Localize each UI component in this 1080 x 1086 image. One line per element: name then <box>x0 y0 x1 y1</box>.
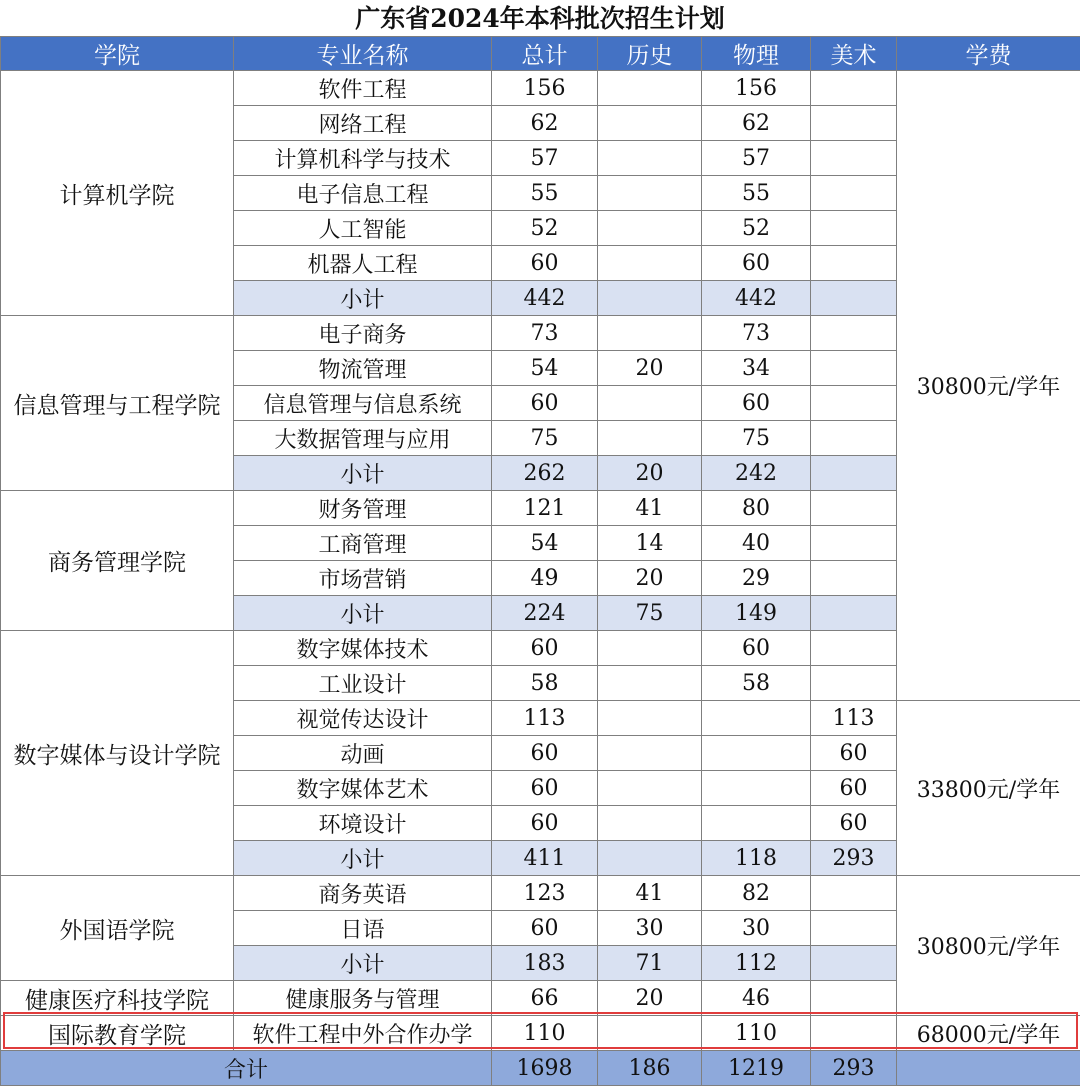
cell-major: 电子信息工程 <box>234 176 492 211</box>
cell-physics: 82 <box>702 876 811 911</box>
cell-physics: 73 <box>702 316 811 351</box>
cell-art <box>811 876 897 911</box>
cell-major: 信息管理与信息系统 <box>234 386 492 421</box>
cell-major: 大数据管理与应用 <box>234 421 492 456</box>
cell-history <box>598 631 702 666</box>
cell-history <box>598 141 702 176</box>
college-name: 国际教育学院 <box>1 1016 234 1051</box>
cell-history <box>598 771 702 806</box>
grand-total-physics: 1219 <box>702 1051 811 1086</box>
cell-history <box>598 806 702 841</box>
page-title: 广东省2024年本科批次招生计划 <box>0 0 1080 36</box>
cell-major: 物流管理 <box>234 351 492 386</box>
cell-history: 14 <box>598 526 702 561</box>
cell-history <box>598 841 702 876</box>
cell-history: 20 <box>598 981 702 1016</box>
cell-major: 电子商务 <box>234 316 492 351</box>
cell-physics: 110 <box>702 1016 811 1051</box>
cell-total: 60 <box>492 631 598 666</box>
cell-major: 小计 <box>234 281 492 316</box>
tuition-fee: 30800元/学年 <box>897 876 1080 1016</box>
cell-total: 73 <box>492 316 598 351</box>
cell-major: 日语 <box>234 911 492 946</box>
tuition-fee: 68000元/学年 <box>897 1016 1080 1051</box>
cell-history <box>598 246 702 281</box>
cell-major: 人工智能 <box>234 211 492 246</box>
cell-physics: 46 <box>702 981 811 1016</box>
table-row <box>1 876 1080 911</box>
cell-total: 75 <box>492 421 598 456</box>
cell-history <box>598 701 702 736</box>
cell-history <box>598 176 702 211</box>
enrollment-table <box>0 36 1080 1086</box>
cell-total: 54 <box>492 351 598 386</box>
cell-major: 网络工程 <box>234 106 492 141</box>
grand-total-row <box>1 1051 1080 1086</box>
cell-total: 60 <box>492 386 598 421</box>
cell-history: 41 <box>598 876 702 911</box>
cell-art <box>811 911 897 946</box>
grand-total-label: 合计 <box>1 1051 492 1086</box>
cell-total: 60 <box>492 806 598 841</box>
header-history: 历史 <box>598 37 702 71</box>
cell-history <box>598 281 702 316</box>
cell-history <box>598 106 702 141</box>
cell-art <box>811 491 897 526</box>
cell-total: 66 <box>492 981 598 1016</box>
cell-total: 123 <box>492 876 598 911</box>
cell-physics: 55 <box>702 176 811 211</box>
college-name: 健康医疗科技学院 <box>1 981 234 1016</box>
cell-physics <box>702 806 811 841</box>
cell-major: 小计 <box>234 841 492 876</box>
cell-major: 数字媒体技术 <box>234 631 492 666</box>
cell-art <box>811 106 897 141</box>
cell-art <box>811 246 897 281</box>
cell-total: 113 <box>492 701 598 736</box>
cell-total: 110 <box>492 1016 598 1051</box>
cell-history: 71 <box>598 946 702 981</box>
cell-total: 57 <box>492 141 598 176</box>
cell-art <box>811 316 897 351</box>
grand-total-fee <box>897 1051 1080 1086</box>
cell-physics: 40 <box>702 526 811 561</box>
cell-physics: 118 <box>702 841 811 876</box>
cell-art <box>811 456 897 491</box>
cell-art <box>811 631 897 666</box>
cell-history: 20 <box>598 561 702 596</box>
cell-physics <box>702 701 811 736</box>
cell-total: 121 <box>492 491 598 526</box>
grand-total-total: 1698 <box>492 1051 598 1086</box>
cell-major: 财务管理 <box>234 491 492 526</box>
cell-physics: 75 <box>702 421 811 456</box>
cell-total: 411 <box>492 841 598 876</box>
cell-physics: 156 <box>702 71 811 106</box>
cell-art <box>811 421 897 456</box>
cell-physics: 242 <box>702 456 811 491</box>
header-physics: 物理 <box>702 37 811 71</box>
cell-major: 计算机科学与技术 <box>234 141 492 176</box>
cell-major: 工业设计 <box>234 666 492 701</box>
cell-total: 55 <box>492 176 598 211</box>
cell-art: 60 <box>811 771 897 806</box>
cell-art <box>811 666 897 701</box>
cell-art: 113 <box>811 701 897 736</box>
cell-art <box>811 1016 897 1051</box>
cell-physics <box>702 736 811 771</box>
cell-history <box>598 1016 702 1051</box>
cell-physics: 62 <box>702 106 811 141</box>
cell-total: 60 <box>492 911 598 946</box>
header-art: 美术 <box>811 37 897 71</box>
cell-physics: 57 <box>702 141 811 176</box>
cell-major: 商务英语 <box>234 876 492 911</box>
cell-major: 小计 <box>234 946 492 981</box>
cell-art <box>811 211 897 246</box>
cell-art: 293 <box>811 841 897 876</box>
cell-major: 健康服务与管理 <box>234 981 492 1016</box>
cell-physics: 60 <box>702 386 811 421</box>
cell-total: 54 <box>492 526 598 561</box>
cell-art <box>811 526 897 561</box>
cell-total: 49 <box>492 561 598 596</box>
cell-major: 市场营销 <box>234 561 492 596</box>
cell-total: 62 <box>492 106 598 141</box>
grand-total-art: 293 <box>811 1051 897 1086</box>
cell-major: 工商管理 <box>234 526 492 561</box>
cell-history <box>598 421 702 456</box>
cell-physics: 112 <box>702 946 811 981</box>
header-college: 学院 <box>1 37 234 71</box>
cell-art: 60 <box>811 736 897 771</box>
cell-history: 20 <box>598 351 702 386</box>
cell-art <box>811 386 897 421</box>
cell-history <box>598 666 702 701</box>
cell-total: 58 <box>492 666 598 701</box>
cell-art <box>811 981 897 1016</box>
college-name: 信息管理与工程学院 <box>1 316 234 491</box>
college-name: 外国语学院 <box>1 876 234 981</box>
cell-total: 224 <box>492 596 598 631</box>
cell-art <box>811 281 897 316</box>
cell-physics <box>702 771 811 806</box>
cell-history: 75 <box>598 596 702 631</box>
cell-total: 156 <box>492 71 598 106</box>
cell-total: 52 <box>492 211 598 246</box>
cell-physics: 60 <box>702 631 811 666</box>
cell-major: 小计 <box>234 596 492 631</box>
cell-physics: 58 <box>702 666 811 701</box>
cell-physics: 60 <box>702 246 811 281</box>
cell-major: 软件工程中外合作办学 <box>234 1016 492 1051</box>
cell-physics: 30 <box>702 911 811 946</box>
cell-history <box>598 736 702 771</box>
cell-total: 60 <box>492 736 598 771</box>
cell-physics: 442 <box>702 281 811 316</box>
table-row <box>1 1016 1080 1051</box>
table-row <box>1 71 1080 106</box>
cell-total: 60 <box>492 771 598 806</box>
cell-art <box>811 596 897 631</box>
cell-history: 20 <box>598 456 702 491</box>
header-fee: 学费 <box>897 37 1080 71</box>
cell-history <box>598 71 702 106</box>
cell-physics: 80 <box>702 491 811 526</box>
college-name: 计算机学院 <box>1 71 234 316</box>
cell-history: 30 <box>598 911 702 946</box>
cell-major: 小计 <box>234 456 492 491</box>
cell-total: 262 <box>492 456 598 491</box>
cell-major: 环境设计 <box>234 806 492 841</box>
cell-history <box>598 316 702 351</box>
cell-major: 视觉传达设计 <box>234 701 492 736</box>
cell-art <box>811 141 897 176</box>
college-name: 数字媒体与设计学院 <box>1 631 234 876</box>
cell-art <box>811 71 897 106</box>
cell-history <box>598 211 702 246</box>
cell-major: 动画 <box>234 736 492 771</box>
cell-physics: 34 <box>702 351 811 386</box>
college-name: 商务管理学院 <box>1 491 234 631</box>
tuition-fee: 30800元/学年 <box>897 71 1080 701</box>
cell-art <box>811 351 897 386</box>
cell-art <box>811 176 897 211</box>
cell-total: 183 <box>492 946 598 981</box>
cell-major: 软件工程 <box>234 71 492 106</box>
header-total: 总计 <box>492 37 598 71</box>
tuition-fee: 33800元/学年 <box>897 701 1080 876</box>
cell-art <box>811 561 897 596</box>
cell-art: 60 <box>811 806 897 841</box>
cell-major: 数字媒体艺术 <box>234 771 492 806</box>
header-major: 专业名称 <box>234 37 492 71</box>
cell-history <box>598 386 702 421</box>
cell-total: 442 <box>492 281 598 316</box>
cell-physics: 52 <box>702 211 811 246</box>
cell-physics: 29 <box>702 561 811 596</box>
header-row <box>1 37 1080 71</box>
cell-major: 机器人工程 <box>234 246 492 281</box>
cell-total: 60 <box>492 246 598 281</box>
grand-total-history: 186 <box>598 1051 702 1086</box>
cell-history: 41 <box>598 491 702 526</box>
cell-art <box>811 946 897 981</box>
cell-physics: 149 <box>702 596 811 631</box>
